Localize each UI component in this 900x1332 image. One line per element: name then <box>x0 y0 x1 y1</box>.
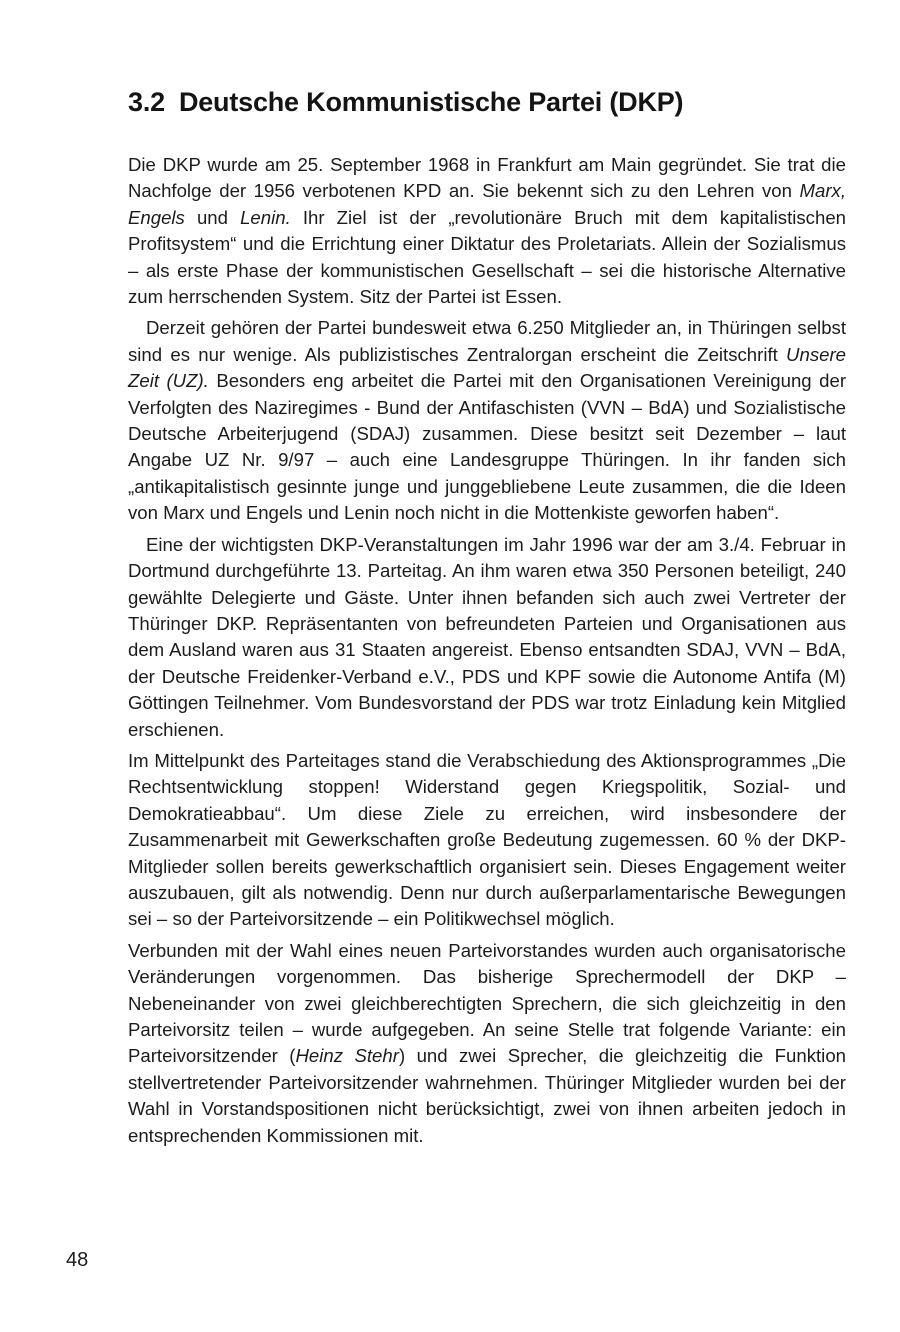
paragraph <box>128 748 846 933</box>
paragraph <box>128 152 846 310</box>
italic-text-run: Lenin. <box>240 206 291 228</box>
body-text <box>128 152 846 1154</box>
italic-text-run: Unsere Zeit (UZ). <box>128 343 846 392</box>
text-run: Die DKP wurde am 25. September 1968 in Frankfurt am Main gegründet. Sie trat die Nachfolge der 1956 verbotenen KPD an. Sie bekennt sich zu den Lehren von <box>128 154 846 202</box>
paragraph <box>128 938 846 1149</box>
section-number: 3.2 <box>128 87 165 117</box>
section-title: Deutsche Kommunistische Partei (DKP) <box>178 87 684 117</box>
paragraph <box>128 532 846 743</box>
text-run: Verbunden mit der Wahl eines neuen Parteivorstandes wurden auch organisatorische Veränderungen vorgenommen. Das bisherige Sprechermodell der DKP – Nebeneinander von zwei gleichberechtigten Sprechern, die sich gleichzeitig in den Parteivorsitz teilen – wurde aufgegeben. An seine Stelle trat folgende Variante: ein Parteivorsitzender ( <box>128 939 846 1067</box>
paragraph <box>128 315 846 526</box>
text-run: Im Mittelpunkt des Parteitages stand die Verabschiedung des Aktionsprogrammes „Die Rechtsentwicklung stoppen! Widerstand gegen Kriegspolitik, Sozial- und Demokratieabbau“. Um diese Ziele zu erreichen, wird insbesondere der Zusammenarbeit mit Gewerkschaften große Bedeutung zugemessen. 60 % der DKP-Mitglieder sollen bereits gewerkschaftlich organisiert sein. Dieses Engagement weiter auszubauen, gilt als notwendig. Denn nur durch außerparlamentarische Bewegungen sei – so der Parteivorsitzende – ein Politikwechsel möglich. <box>128 749 846 930</box>
text-run: Ihr Ziel ist der „revolutionäre Bruch mit dem kapitalistischen Profitsystem“ und die Errichtung einer Diktatur des Proletariats. Allein der Sozialismus – als erste Phase der kommunistischen Gesellschaft – sei die historische Alternative zum herrschenden System. Sitz der Partei ist Essen. <box>128 206 846 308</box>
page-number: 48 <box>66 1249 89 1271</box>
italic-text-run: Marx, Engels <box>128 180 846 228</box>
text-run: ) und zwei Sprecher, die gleichzeitig die Funktion stellvertretender Parteivorsitzender wahrnehmen. Thüringer Mitglieder wurden bei der Wahl in Vorstandspositionen nicht berücksichtigt, zwei von ihnen arbeiten jedoch in entsprechenden Kommissionen mit. <box>128 1045 846 1146</box>
text-run: Besonders eng arbeitet die Partei mit den Organisationen Vereinigung der Verfolgten des Naziregimes - Bund der Antifaschisten (VVN – BdA) und Sozialistische Deutsche Arbeiterjugend (SDAJ) zusammen. Diese besitzt seit Dezember – laut Angabe UZ Nr. 9/97 – auch eine Landesgruppe Thüringen. In ihr fanden sich „antikapitalistisch gesinnte junge und junggebliebene Leute zusammen, die die Ideen von Marx und Engels und Lenin noch nicht in die Mottenkiste geworfen haben“. <box>128 370 847 524</box>
text-run: Derzeit gehören der Partei bundesweit etwa 6.250 Mitglieder an, in Thüringen selbst sind es nur wenige. Als publizistisches Zentralorgan erscheint die Zeitschrift <box>128 317 846 365</box>
section-heading <box>128 82 848 122</box>
italic-text-run: Heinz Stehr <box>295 1045 399 1067</box>
text-run: Eine der wichtigsten DKP-Veranstaltungen im Jahr 1996 war der am 3./4. Februar in Dortmund durchgeführte 13. Parteitag. An ihm waren etwa 350 Personen beteiligt, 240 gewählte Delegierte und Gäste. Unter ihnen befanden sich auch zwei Vertreter der Thüringer DKP. Repräsentanten von befreundeten Parteien und Organisationen aus dem Ausland waren aus 31 Staaten angereist. Ebenso entsandten SDAJ, VVN – BdA, der Deutsche Freidenker-Verband e.V., PDS und KPF sowie die Autonome Antifa (M) Göttingen Teilnehmer. Vom Bundesvorstand der PDS war trotz Einladung kein Mitglied erschienen. <box>128 533 846 740</box>
text-run: und <box>184 206 241 228</box>
